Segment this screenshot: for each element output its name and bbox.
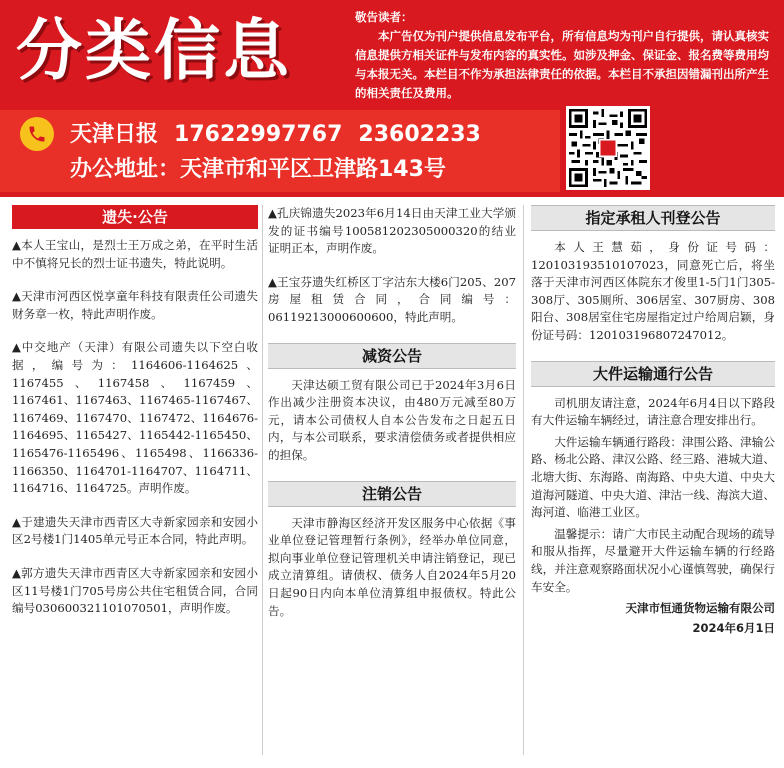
section-heading-transport: 大件运输通行公告 xyxy=(531,361,775,387)
phone-number-2: 23602233 xyxy=(358,122,481,147)
paper-name: 天津日报 xyxy=(70,122,159,147)
column-middle xyxy=(268,205,516,636)
list-item: ▲本人王宝山，是烈士王万成之弟，在平时生活中不慎将兄长的烈士证书遗失，特此说明。 xyxy=(12,238,258,270)
notice-body: 本广告仅为刊户提供信息发布平台，所有信息均为刊户自行提供，请认真核实信息提供方相关证件与发布内容的真实性。如涉及押金、保证金、报名费等费用均与本报无关。本栏目不作为承担法律责任的依据。本栏目不承担因错漏刊出所产生的相关责任及费用。 xyxy=(355,29,769,100)
list-item: ▲孔庆锦遗失2023年6月14日由天津工业大学颁发的证书编号100581202305000320的结业证明正本，声明作废。 xyxy=(268,206,516,256)
section-heading-capital-reduction: 减资公告 xyxy=(268,343,516,369)
notice-title: 敬告读者： xyxy=(355,10,413,24)
list-item: ▲王宝芬遗失红桥区丁字沽东大楼6门205、207房屋租赁合同，合同编号：06119213000600600，特此声明。 xyxy=(268,274,516,324)
page-title: 分类信息 xyxy=(16,12,292,89)
office-address: 办公地址：天津市和平区卫津路143号 xyxy=(70,157,446,182)
phone-icon xyxy=(20,117,54,151)
company-signature: 天津市恒通货物运输有限公司 xyxy=(625,601,775,616)
transport-text-3: 温馨提示：请广大市民主动配合现场的疏导和服从指挥，尽量避开大件运输车辆的行经路线，并注意观察路面状况小心谨慎驾驶，确保行车安全。 xyxy=(531,526,775,594)
capital-reduction-text: 天津达硕工贸有限公司已于2024年3月6日作出减少注册资本决议，由480万元减至80万元，请本公司债权人自本公告发布之日起五日内，与本公司联系，要求清偿债务或者提供相应的担保。 xyxy=(268,377,516,462)
qr-code[interactable] xyxy=(566,106,650,190)
column-lost-notices xyxy=(12,205,258,634)
notice-date: 2024年6月1日 xyxy=(692,621,775,636)
section-heading-lease: 指定承租人刊登公告 xyxy=(531,205,775,231)
list-item: ▲郭方遗失天津市西青区大寺新家园亲和安园小区11号楼1门705号房公共住宅租赁合同，合同编号030600321101070501，声明作废。 xyxy=(12,565,258,616)
list-item: ▲中交地产（天津）有限公司遗失以下空白收据，编号为：1164606-1164625、1167455、1167458、1167459、1167461、1167463、1167465-1167467、1167469、1167470、1167472、1164676-1164695、1165427、1165442-1165450、1165476-1165496、1165498、1166336-1166350、1164701-1164707、1164711、1164716、1164725。声明作废。 xyxy=(12,340,258,496)
list-item: ▲于建遗失天津市西青区大寺新家园亲和安园小区2号楼1门1405单元号正本合同，特此声明。 xyxy=(12,514,258,547)
column-right xyxy=(531,205,775,638)
header-banner xyxy=(0,0,784,197)
column-divider xyxy=(262,205,263,755)
section-heading-deregistration: 注销公告 xyxy=(268,481,516,507)
reader-notice xyxy=(355,8,775,103)
column-divider xyxy=(523,205,524,755)
phone-number-1: 17622997767 xyxy=(174,122,343,147)
contact-phones xyxy=(70,117,497,148)
transport-text-1: 司机朋友请注意，2024年6月4日以下路段有大件运输车辆经过，请注意合理安排出行。 xyxy=(531,395,775,428)
deregistration-text: 天津市静海区经济开发区服务中心依据《事业单位登记管理暂行条例》，经举办单位同意，拟向事业单位登记管理机关申请注销登记，现已成立清算组。请债权、债务人自2024年5月20日起90日内向本单位清算组申报债权。特此公告。 xyxy=(268,515,516,618)
transport-text-2: 大件运输车辆通行路段：津围公路、津输公路、杨北公路、津汉公路、经三路、港城大道、北塘大街、东海路、南海路、中央大道、中央大道海河隧道、中央大道、津沽一线、海滨大道、海河道、临港工业区。 xyxy=(531,434,775,520)
section-heading-lost: 遗失·公告 xyxy=(12,205,258,229)
lease-text: 本人王慧茹，身份证号码：120103193510107023，同意死亡后，将坐落于天津市河西区体院东才俊里1-5门1门305-308厅、305厕所、306居室、307厨房、308阳台、308居室住宅房屋指定过户给周启颖，身份证号码：120103196807247012。 xyxy=(531,240,775,342)
list-item: ▲天津市河西区悦享童年科技有限责任公司遗失财务章一枚，特此声明作废。 xyxy=(12,289,258,321)
